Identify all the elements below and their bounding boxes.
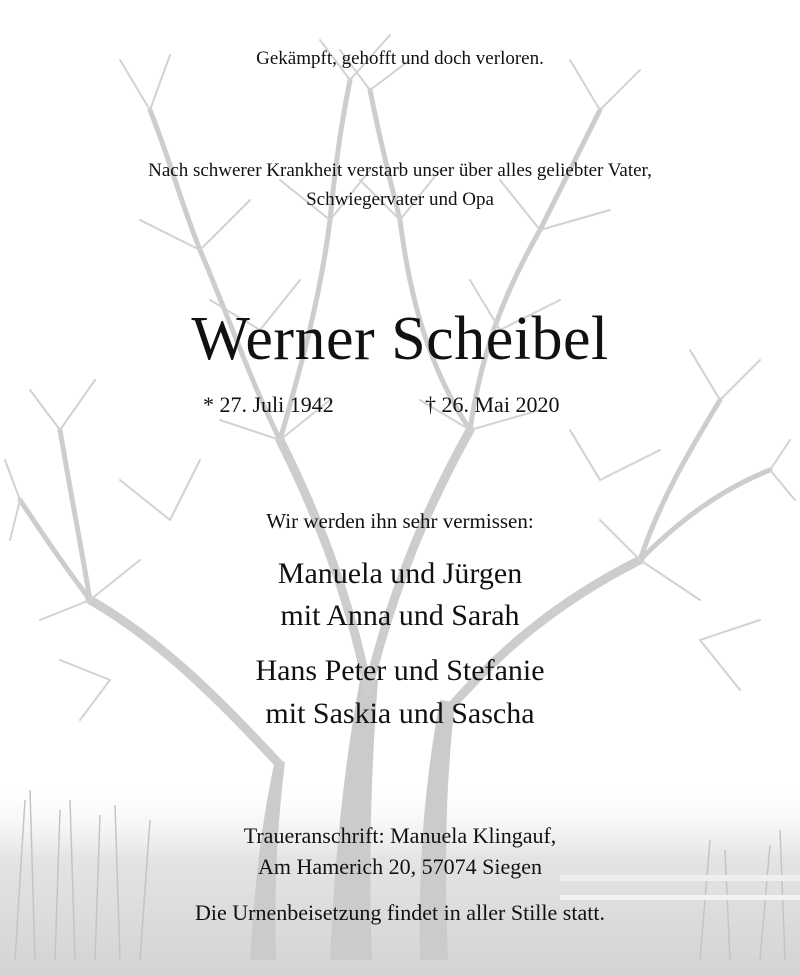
- deceased-name: Werner Scheibel: [191, 305, 609, 373]
- family-group-2-line-2: mit Saskia und Sascha: [265, 697, 535, 730]
- mourners-intro: Wir werden ihn sehr vermissen:: [266, 509, 534, 533]
- mourning-address-line-1: Traueranschrift: Manuela Klingauf,: [243, 823, 557, 848]
- motto-text: Gekämpft, gehofft und doch verloren.: [256, 48, 544, 69]
- intro-text-line-1: Nach schwerer Krankheit verstarb unser über alles geliebter Vater,: [148, 160, 652, 181]
- family-group-1-line-1: Manuela und Jürgen: [277, 557, 523, 590]
- death-date: † 26. Mai 2020: [425, 392, 560, 417]
- closing-note: Die Urnenbeisetzung findet in aller Stille statt.: [195, 900, 605, 925]
- birth-date: * 27. Juli 1942: [203, 392, 334, 417]
- family-group-2-line-1: Hans Peter und Stefanie: [255, 654, 545, 687]
- mourning-address-line-2: Am Hamerich 20, 57074 Siegen: [257, 854, 543, 879]
- intro-text-line-2: Schwiegervater und Opa: [306, 189, 494, 210]
- family-group-1-line-2: mit Anna und Sarah: [280, 599, 520, 632]
